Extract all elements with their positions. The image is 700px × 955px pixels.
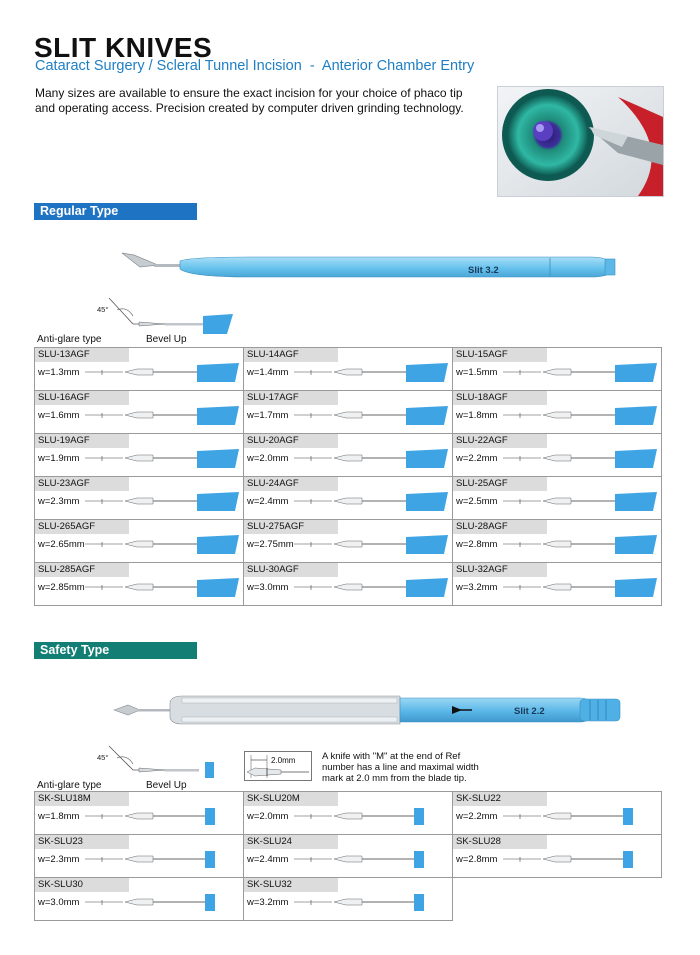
product-code: SK-SLU24	[244, 835, 338, 849]
product-code: SLU-14AGF	[244, 348, 338, 362]
product-code: SLU-25AGF	[453, 477, 547, 491]
regular-type-heading: Regular Type	[34, 203, 197, 220]
regular-angle-label: 45°	[97, 305, 109, 314]
blade-width: w=3.0mm	[38, 897, 80, 908]
product-cell	[244, 792, 453, 835]
width-mark-dimension: 2.0mm	[271, 756, 296, 765]
width-mark-note: A knife with "M" at the end of Ref number has a line and maximal width mark at 2.0 mm from the blade tip.	[322, 751, 479, 784]
regular-knife-illustration	[110, 235, 630, 300]
product-code: SLU-23AGF	[35, 477, 129, 491]
blade-width: w=2.3mm	[38, 854, 80, 865]
product-cell	[453, 563, 662, 606]
product-code: SLU-285AGF	[35, 563, 129, 577]
blade-width: w=1.5mm	[456, 367, 498, 378]
product-cell	[244, 348, 453, 391]
blade-width: w=1.8mm	[38, 811, 80, 822]
safety-type-heading: Safety Type	[34, 642, 197, 659]
product-code: SLU-13AGF	[35, 348, 129, 362]
safety-angle-diagram	[95, 744, 225, 785]
blade-width: w=2.2mm	[456, 811, 498, 822]
blade-width: w=2.4mm	[247, 496, 289, 507]
product-code: SLU-28AGF	[453, 520, 547, 534]
product-code: SLU-20AGF	[244, 434, 338, 448]
blade-width: w=1.4mm	[247, 367, 289, 378]
product-cell	[453, 835, 662, 878]
product-code: SLU-265AGF	[35, 520, 129, 534]
blade-width: w=1.6mm	[38, 410, 80, 421]
product-cell	[244, 477, 453, 520]
blade-width: w=1.3mm	[38, 367, 80, 378]
grid-row	[35, 835, 662, 878]
product-cell	[453, 792, 662, 835]
product-code: SK-SLU28	[453, 835, 547, 849]
product-cell	[453, 520, 662, 563]
product-code: SLU-32AGF	[453, 563, 547, 577]
product-cell	[453, 391, 662, 434]
blade-width: w=1.9mm	[38, 453, 80, 464]
blade-width: w=2.4mm	[247, 854, 289, 865]
product-cell	[244, 563, 453, 606]
product-code: SLU-22AGF	[453, 434, 547, 448]
product-cell	[244, 878, 453, 921]
product-cell	[35, 391, 244, 434]
product-code: SK-SLU20M	[244, 792, 338, 806]
safety-bevel-label: Bevel Up	[146, 780, 187, 791]
product-code: SK-SLU23	[35, 835, 129, 849]
intro-text: Many sizes are available to ensure the exact incision for your choice of phaco tip and operating access. Precision created by computer driven grinding technology.	[35, 86, 464, 115]
blade-width: w=2.0mm	[247, 811, 289, 822]
product-cell	[244, 835, 453, 878]
blade-width: w=2.2mm	[456, 453, 498, 464]
grid-row	[35, 792, 662, 835]
safety-knife-label: Slit 2.2	[514, 706, 545, 717]
safety-product-grid	[34, 791, 662, 921]
product-cell	[35, 792, 244, 835]
product-code: SLU-18AGF	[453, 391, 547, 405]
width-mark-diagram	[244, 751, 312, 781]
blade-width: w=1.8mm	[456, 410, 498, 421]
product-code: SLU-24AGF	[244, 477, 338, 491]
regular-bevel-label: Bevel Up	[146, 334, 187, 345]
blade-width: w=2.8mm	[456, 854, 498, 865]
product-cell	[453, 434, 662, 477]
grid-row	[35, 477, 662, 520]
product-cell	[244, 391, 453, 434]
grid-row	[35, 520, 662, 563]
product-cell	[35, 563, 244, 606]
blade-width: w=2.65mm	[38, 539, 85, 550]
grid-row	[35, 348, 662, 391]
blade-width: w=1.7mm	[247, 410, 289, 421]
product-code: SK-SLU30	[35, 878, 129, 892]
blade-width: w=3.0mm	[247, 582, 289, 593]
product-code: SK-SLU32	[244, 878, 338, 892]
product-code: SLU-15AGF	[453, 348, 547, 362]
product-cell	[35, 434, 244, 477]
product-cell	[453, 477, 662, 520]
blade-width: w=2.75mm	[247, 539, 294, 550]
grid-row	[35, 434, 662, 477]
blade-width: w=2.85mm	[38, 582, 85, 593]
blade-width: w=2.5mm	[456, 496, 498, 507]
blade-width: w=3.2mm	[456, 582, 498, 593]
grid-row	[35, 563, 662, 606]
safety-anti-glare-label: Anti-glare type	[37, 780, 102, 791]
product-cell	[244, 520, 453, 563]
safety-angle-label: 45°	[97, 753, 109, 762]
product-cell	[35, 878, 244, 921]
page-title: SLIT KNIVES	[34, 32, 213, 63]
product-cell	[35, 477, 244, 520]
regular-anti-glare-label: Anti-glare type	[37, 334, 102, 345]
product-code: SLU-16AGF	[35, 391, 129, 405]
product-cell	[453, 348, 662, 391]
product-cell	[244, 434, 453, 477]
blade-width: w=2.0mm	[247, 453, 289, 464]
product-code: SLU-19AGF	[35, 434, 129, 448]
product-code: SLU-17AGF	[244, 391, 338, 405]
empty-cell	[453, 878, 662, 921]
product-code: SLU-30AGF	[244, 563, 338, 577]
safety-knife-illustration	[110, 686, 630, 736]
page-subtitle: Cataract Surgery / Scleral Tunnel Incision - Anterior Chamber Entry	[35, 58, 475, 74]
product-code: SK-SLU22	[453, 792, 547, 806]
product-cell	[35, 520, 244, 563]
product-code: SK-SLU18M	[35, 792, 129, 806]
regular-product-grid	[34, 347, 662, 606]
regular-knife-label: Slit 3.2	[468, 265, 499, 276]
product-cell	[35, 835, 244, 878]
blade-width: w=3.2mm	[247, 897, 289, 908]
product-cell	[35, 348, 244, 391]
grid-row	[35, 391, 662, 434]
eye-surgery-photo	[497, 86, 664, 197]
product-code: SLU-275AGF	[244, 520, 338, 534]
grid-row	[35, 878, 662, 921]
blade-width: w=2.3mm	[38, 496, 80, 507]
blade-width: w=2.8mm	[456, 539, 498, 550]
